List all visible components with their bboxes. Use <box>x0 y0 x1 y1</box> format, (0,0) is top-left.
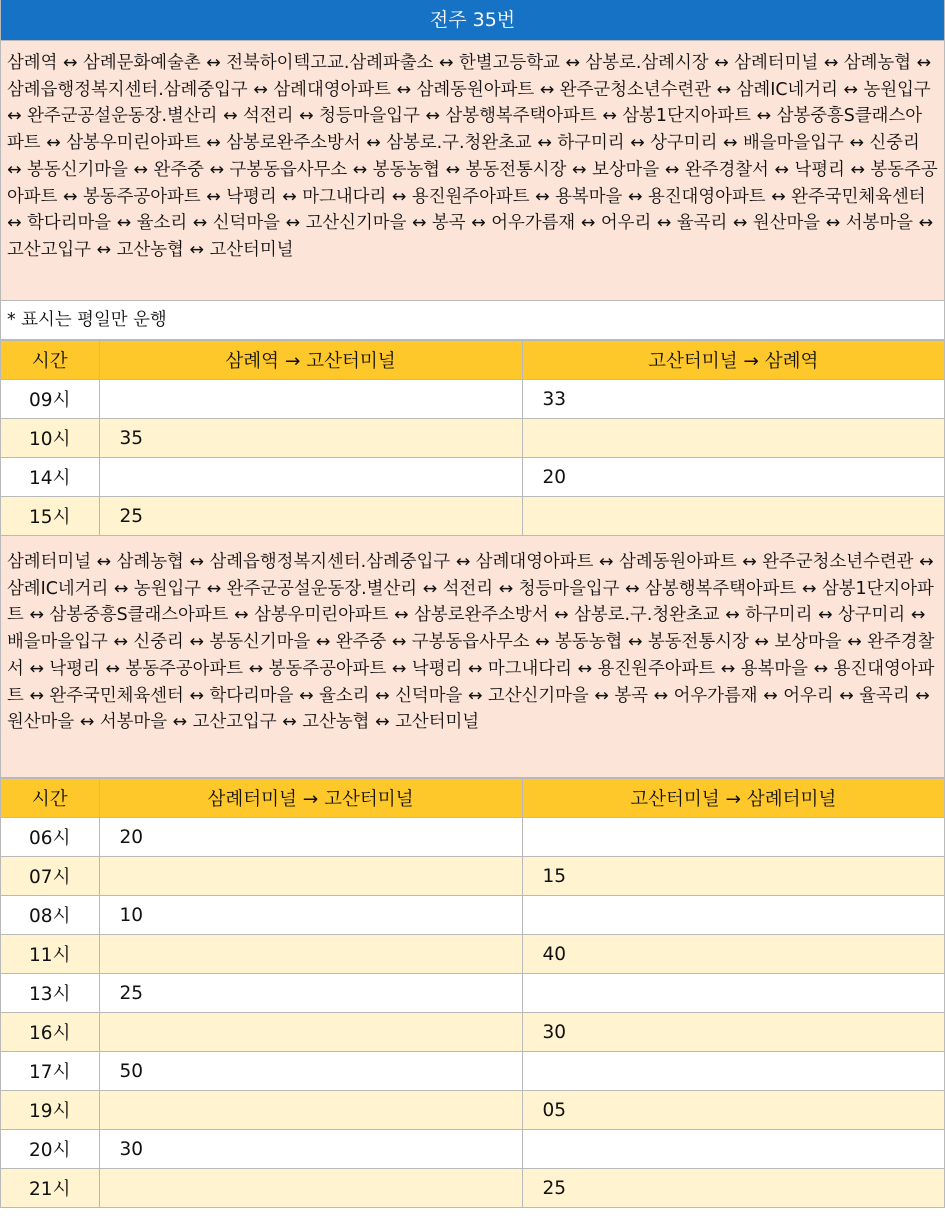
timetable-2 <box>1 778 944 1208</box>
time-cell: 14시 <box>1 458 99 497</box>
time-cell: 13시 <box>1 974 99 1013</box>
table-row <box>1 857 944 896</box>
time-cell: 07시 <box>1 857 99 896</box>
header-time: 시간 <box>1 779 99 818</box>
table-row <box>1 935 944 974</box>
departure-minute-a <box>99 458 522 497</box>
departure-minute-b <box>522 497 944 536</box>
header-direction-a: 삼례터미널 → 고산터미널 <box>99 779 522 818</box>
time-cell: 11시 <box>1 935 99 974</box>
time-cell: 08시 <box>1 896 99 935</box>
departure-minute-a: 20 <box>99 818 522 857</box>
departure-minute-a: 25 <box>99 497 522 536</box>
time-cell: 06시 <box>1 818 99 857</box>
table-header-row <box>1 341 944 380</box>
departure-minute-b: 15 <box>522 857 944 896</box>
timetable-2-body <box>1 818 944 1208</box>
weekday-note: * 표시는 평일만 운행 <box>1 301 944 340</box>
departure-minute-b: 20 <box>522 458 944 497</box>
timetable-1-body <box>1 380 944 536</box>
table-row <box>1 896 944 935</box>
table-row <box>1 1052 944 1091</box>
time-cell: 15시 <box>1 497 99 536</box>
route-title: 전주 35번 <box>1 0 944 41</box>
table-row <box>1 1091 944 1130</box>
departure-minute-b: 25 <box>522 1169 944 1208</box>
departure-minute-a <box>99 1169 522 1208</box>
table-row <box>1 974 944 1013</box>
route-stops-1: 삼례역 ↔ 삼례문화예술촌 ↔ 전북하이텍고교.삼례파출소 ↔ 한별고등학교 ↔ 삼봉로.삼례시장 ↔ 삼례터미널 ↔ 삼례농협 ↔ 삼례읍행정복지센터.삼례중입구 ↔ 삼례대영아파트 ↔ 삼례동원아파트 ↔ 완주군청소년수련관 ↔ 삼례IC네거리 ↔ 농원입구 ↔ 완주군공설운동장.별산리 ↔ 석전리 ↔ 청등마을입구 ↔ 삼봉행복주택아파트 ↔ 삼봉1단지아파트 ↔ 삼봉중흥S클래스아파트 ↔ 삼봉우미린아파트 ↔ 삼봉로완주소방서 ↔ 삼봉로.구.청완초교 ↔ 하구미리 ↔ 상구미리 ↔ 배을마을입구 ↔ 신중리 ↔ 봉동신기마을 ↔ 완주중 ↔ 구봉동읍사무소 ↔ 봉동농협 ↔ 봉동전통시장 ↔ 보상마을 ↔ 완주경찰서 ↔ 낙평리 ↔ 봉동주공아파트 ↔ 봉동주공아파트 ↔ 낙평리 ↔ 마그내다리 ↔ 용진원주아파트 ↔ 용복마을 ↔ 용진대영아파트 ↔ 완주국민체육센터 ↔ 학다리마을 ↔ 율소리 ↔ 신덕마을 ↔ 고산신기마을 ↔ 봉곡 ↔ 어우가름재 ↔ 어우리 ↔ 율곡리 ↔ 원산마을 ↔ 서봉마을 ↔ 고산고입구 ↔ 고산농협 ↔ 고산터미널 <box>1 41 944 301</box>
time-cell: 10시 <box>1 419 99 458</box>
departure-minute-b <box>522 974 944 1013</box>
table-row <box>1 497 944 536</box>
departure-minute-b: 05 <box>522 1091 944 1130</box>
table-row <box>1 1130 944 1169</box>
departure-minute-b <box>522 1130 944 1169</box>
header-direction-a: 삼례역 → 고산터미널 <box>99 341 522 380</box>
departure-minute-a <box>99 857 522 896</box>
time-cell: 09시 <box>1 380 99 419</box>
time-cell: 20시 <box>1 1130 99 1169</box>
time-cell: 21시 <box>1 1169 99 1208</box>
time-cell: 17시 <box>1 1052 99 1091</box>
departure-minute-a <box>99 1013 522 1052</box>
header-time: 시간 <box>1 341 99 380</box>
departure-minute-a: 30 <box>99 1130 522 1169</box>
table-header-row <box>1 779 944 818</box>
header-direction-b: 고산터미널 → 삼례터미널 <box>522 779 944 818</box>
table-row <box>1 1169 944 1208</box>
route-stops-2: 삼례터미널 ↔ 삼례농협 ↔ 삼례읍행정복지센터.삼례중입구 ↔ 삼례대영아파트 ↔ 삼례동원아파트 ↔ 완주군청소년수련관 ↔ 삼례IC네거리 ↔ 농원입구 ↔ 완주군공설운동장.별산리 ↔ 석전리 ↔ 청등마을입구 ↔ 삼봉행복주택아파트 ↔ 삼봉1단지아파트 ↔ 삼봉중흥S클래스아파트 ↔ 삼봉우미린아파트 ↔ 삼봉로완주소방서 ↔ 삼봉로.구.청완초교 ↔ 하구미리 ↔ 상구미리 ↔ 배을마을입구 ↔ 신중리 ↔ 봉동신기마을 ↔ 완주중 ↔ 구봉동읍사무소 ↔ 봉동농협 ↔ 봉동전통시장 ↔ 보상마을 ↔ 완주경찰서 ↔ 낙평리 ↔ 봉동주공아파트 ↔ 봉동주공아파트 ↔ 낙평리 ↔ 마그내다리 ↔ 용진원주아파트 ↔ 용복마을 ↔ 용진대영아파트 ↔ 완주국민체육센터 ↔ 학다리마을 ↔ 율소리 ↔ 신덕마을 ↔ 고산신기마을 ↔ 봉곡 ↔ 어우가름재 ↔ 어우리 ↔ 율곡리 ↔ 원산마을 ↔ 서봉마을 ↔ 고산고입구 ↔ 고산농협 ↔ 고산터미널 <box>1 536 944 778</box>
table-row <box>1 419 944 458</box>
departure-minute-a: 10 <box>99 896 522 935</box>
departure-minute-b <box>522 818 944 857</box>
departure-minute-a: 25 <box>99 974 522 1013</box>
table-row <box>1 458 944 497</box>
departure-minute-b: 33 <box>522 380 944 419</box>
header-direction-b: 고산터미널 → 삼례역 <box>522 341 944 380</box>
table-row <box>1 1013 944 1052</box>
table-row <box>1 380 944 419</box>
departure-minute-a <box>99 935 522 974</box>
departure-minute-a: 50 <box>99 1052 522 1091</box>
time-cell: 19시 <box>1 1091 99 1130</box>
departure-minute-b <box>522 1052 944 1091</box>
departure-minute-b <box>522 896 944 935</box>
departure-minute-b: 30 <box>522 1013 944 1052</box>
departure-minute-a <box>99 1091 522 1130</box>
timetable-1 <box>1 340 944 536</box>
table-row <box>1 818 944 857</box>
departure-minute-a: 35 <box>99 419 522 458</box>
departure-minute-a <box>99 380 522 419</box>
departure-minute-b <box>522 419 944 458</box>
time-cell: 16시 <box>1 1013 99 1052</box>
departure-minute-b: 40 <box>522 935 944 974</box>
